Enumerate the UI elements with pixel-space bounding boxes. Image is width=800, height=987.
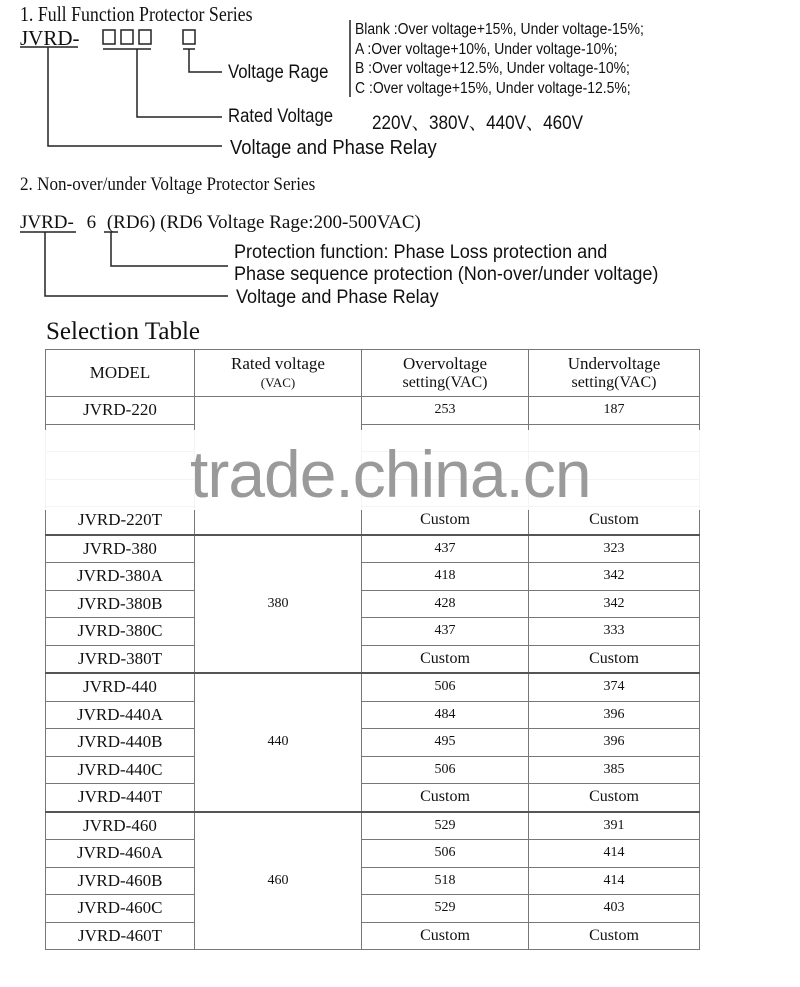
- section1-title: 1. Full Function Protector Series: [20, 2, 253, 26]
- section2-code: JVRD: [20, 212, 68, 233]
- undervoltage-cell: 323: [529, 535, 700, 563]
- table-row: [46, 729, 700, 757]
- overvoltage-cell: Custom: [362, 784, 529, 812]
- header-rated: Rated voltage (VAC): [195, 350, 362, 397]
- table-row: [46, 840, 700, 868]
- overvoltage-cell: 495: [362, 729, 529, 757]
- function-line-1: Protection function: Phase Loss protection and: [234, 242, 608, 263]
- model-cell: JVRD-380B: [46, 590, 195, 618]
- section2-relay-label: Voltage and Phase Relay: [236, 287, 439, 308]
- undervoltage-cell: 414: [529, 840, 700, 868]
- voltage-options: [355, 20, 644, 98]
- undervoltage-cell: 342: [529, 563, 700, 591]
- section2-number: 6: [86, 212, 97, 233]
- overvoltage-cell: 253: [362, 397, 529, 425]
- table-row: [46, 618, 700, 646]
- watermark: trade.china.cn: [190, 437, 591, 511]
- table-row: [46, 397, 700, 425]
- undervoltage-cell: 403: [529, 895, 700, 923]
- undervoltage-cell: 342: [529, 590, 700, 618]
- model-cell: JVRD-380: [46, 535, 195, 563]
- undervoltage-cell: Custom: [529, 922, 700, 950]
- table-row: [46, 784, 700, 812]
- section1-relay-label: Voltage and Phase Relay: [230, 137, 437, 159]
- overvoltage-cell: 518: [362, 867, 529, 895]
- section2-title: 2. Non-over/under Voltage Protector Series: [20, 174, 316, 195]
- model-cell: JVRD-440B: [46, 729, 195, 757]
- table-row: [46, 590, 700, 618]
- option-blank: Blank :Over voltage+15%, Under voltage-15%;: [355, 21, 644, 38]
- model-cell: JVRD-460: [46, 812, 195, 840]
- model-cell: JVRD-220: [46, 397, 195, 425]
- rated-voltage-cell: 380: [195, 535, 362, 674]
- rated-voltage-values: 220V、380V、440V、460V: [372, 113, 584, 134]
- rated-voltage-cell: 440: [195, 673, 362, 812]
- table-row: [46, 922, 700, 950]
- header-model: MODEL: [46, 350, 195, 397]
- overvoltage-cell: 529: [362, 812, 529, 840]
- overvoltage-cell: Custom: [362, 645, 529, 673]
- table-row: [46, 895, 700, 923]
- undervoltage-cell: 187: [529, 397, 700, 425]
- voltage-rage-label: Voltage Rage: [228, 62, 329, 83]
- table-row: [46, 701, 700, 729]
- protection-function: [234, 242, 658, 286]
- overvoltage-cell: Custom: [362, 507, 529, 535]
- model-cell: JVRD-460T: [46, 922, 195, 950]
- overvoltage-cell: Custom: [362, 922, 529, 950]
- undervoltage-cell: 374: [529, 673, 700, 701]
- table-row: [46, 867, 700, 895]
- header-over: Overvoltage setting(VAC): [362, 350, 529, 397]
- undervoltage-cell: 391: [529, 812, 700, 840]
- undervoltage-cell: 333: [529, 618, 700, 646]
- overvoltage-cell: 437: [362, 535, 529, 563]
- undervoltage-cell: 396: [529, 701, 700, 729]
- undervoltage-cell: Custom: [529, 645, 700, 673]
- overvoltage-cell: 437: [362, 618, 529, 646]
- model-cell: JVRD-440T: [46, 784, 195, 812]
- model-cell: JVRD-220T: [46, 507, 195, 535]
- model-cell: JVRD-380A: [46, 563, 195, 591]
- undervoltage-cell: 385: [529, 756, 700, 784]
- overvoltage-cell: 529: [362, 895, 529, 923]
- model-cell: JVRD-440C: [46, 756, 195, 784]
- section2-suffix: (RD6) (RD6 Voltage Rage:200-500VAC): [106, 212, 421, 233]
- model-cell: JVRD-460B: [46, 867, 195, 895]
- table-header: [46, 350, 700, 397]
- model-cell: JVRD-380T: [46, 645, 195, 673]
- overvoltage-cell: 506: [362, 840, 529, 868]
- model-cell: JVRD-440A: [46, 701, 195, 729]
- overvoltage-cell: 428: [362, 590, 529, 618]
- rated-voltage-cell: 460: [195, 812, 362, 950]
- selection-table-title: Selection Table: [46, 318, 200, 345]
- model-cell: JVRD-380C: [46, 618, 195, 646]
- section2-code-line: [20, 212, 421, 234]
- undervoltage-cell: 414: [529, 867, 700, 895]
- section2-dash: -: [67, 212, 74, 233]
- section1-code: JVRD-: [20, 26, 80, 50]
- table-row: [46, 812, 700, 840]
- option-c: C :Over voltage+15%, Under voltage-12.5%;: [355, 79, 631, 97]
- overvoltage-cell: 418: [362, 563, 529, 591]
- model-cell: JVRD-460A: [46, 840, 195, 868]
- option-a: A :Over voltage+10%, Under voltage-10%;: [355, 40, 618, 58]
- model-cell: JVRD-440: [46, 673, 195, 701]
- function-line-2: Phase sequence protection (Non-over/under voltage): [234, 264, 659, 285]
- model-cell: JVRD-460C: [46, 895, 195, 923]
- rated-voltage-label: Rated Voltage: [228, 106, 334, 127]
- header-under: Undervoltage setting(VAC): [529, 350, 700, 397]
- table-row: [46, 535, 700, 563]
- undervoltage-cell: Custom: [529, 784, 700, 812]
- overvoltage-cell: 484: [362, 701, 529, 729]
- option-b: B :Over voltage+12.5%, Under voltage-10%;: [355, 60, 630, 77]
- overvoltage-cell: 506: [362, 756, 529, 784]
- overvoltage-cell: 506: [362, 673, 529, 701]
- undervoltage-cell: Custom: [529, 507, 700, 535]
- table-row: [46, 563, 700, 591]
- table-row: [46, 673, 700, 701]
- table-row: [46, 756, 700, 784]
- table-row: [46, 645, 700, 673]
- undervoltage-cell: 396: [529, 729, 700, 757]
